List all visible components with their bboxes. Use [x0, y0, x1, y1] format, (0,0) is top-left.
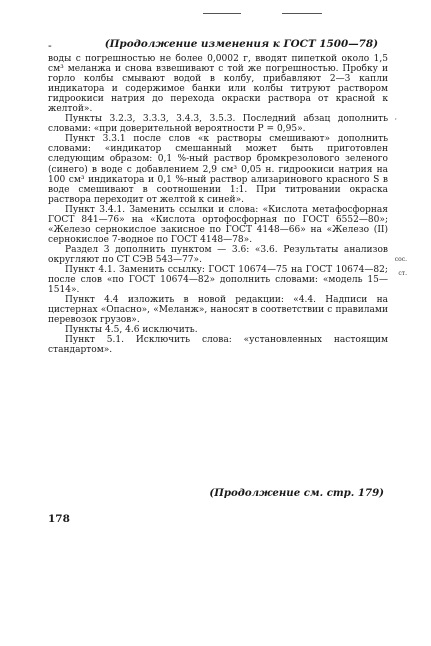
body-text	[48, 54, 388, 355]
top-rule-right	[282, 13, 322, 14]
paragraph-3: Пункт 3.3.1 после слов «к растворы смешивают» дополнить словами: «индикатор смешанный может быть приготовлен следующим образом: 0,1 %-ный раствор бромкрезолового зеленого (синего) в воде с добавлением 2,9 см³ 0,05 н. гидроокиси натрия на 100 см³ индикатора и 0,1 %-ный раствор ализаринового красного S в воде смешивают в соотношении 1:1. При титровании окраска раствора переходит от желтой к синей».	[48, 134, 388, 205]
margin-note-2: ст.	[398, 270, 407, 277]
paragraph-7: Пункт 4.4 изложить в новой редакции: «4.4. Надписи на цистернах «Опасно», «Меланж», наносят в соответствии с правилами перевозок грузов».	[48, 295, 388, 326]
paragraph-4: Пункт 3.4.1. Заменить ссылки и слова: «Кислота метафосфорная ГОСТ 841—76» на «Кислота ортофосфорная по ГОСТ 6552—80»; «Железо сернокислое закисное по ГОСТ 4148—66» на «Железо (II) сернокислое 7-водное по ГОСТ 4148—78».	[48, 204, 388, 245]
paragraph-6: Пункт 4.1. Заменить ссылку: ГОСТ 10674—75 на ГОСТ 10674—82; после слов «по ГОСТ 10674—82» дополнить словами: «модель 15—1514».	[48, 264, 388, 296]
header-dash: -	[48, 39, 52, 52]
paragraph-5: Раздел 3 дополнить пунктом — 3.6: «3.6. Результаты анализов округляют по СТ СЭВ 543—77».	[48, 244, 388, 265]
paragraph-2: Пункты 3.2.3, 3.3.3, 3.4.3, 3.5.3. Последний абзац дополнить словами: «при доверительной вероятности P = 0,95».	[48, 114, 388, 135]
paragraph-8: Пункты 4.5, 4.6 исключить.	[65, 325, 198, 336]
margin-note-3: ·	[394, 115, 397, 124]
page-number: 178	[48, 513, 70, 525]
margin-note-1: сос.	[394, 256, 407, 263]
top-rule-left	[203, 13, 241, 14]
paragraph-9: Пункт 5.1. Исключить слова: «установленных настоящим стандартом».	[48, 335, 388, 356]
running-header: (Продолжение изменения к ГОСТ 1500—78)	[104, 38, 378, 50]
paragraph-1: воды с погрешностью не более 0,0002 г, вводят пипеткой около 1,5 см³ меланжа и снова взвешивают с той же погрешностью. Пробку и горло колбы смывают водой в колбу, прибавляют 2—3 капли индикатора и содержимое банки или колбы титруют раствором гидроокиси натрия до перехода окраски раствора от красной к желтой».	[48, 54, 388, 115]
continuation-note: (Продолжение см. стр. 179)	[209, 487, 384, 499]
